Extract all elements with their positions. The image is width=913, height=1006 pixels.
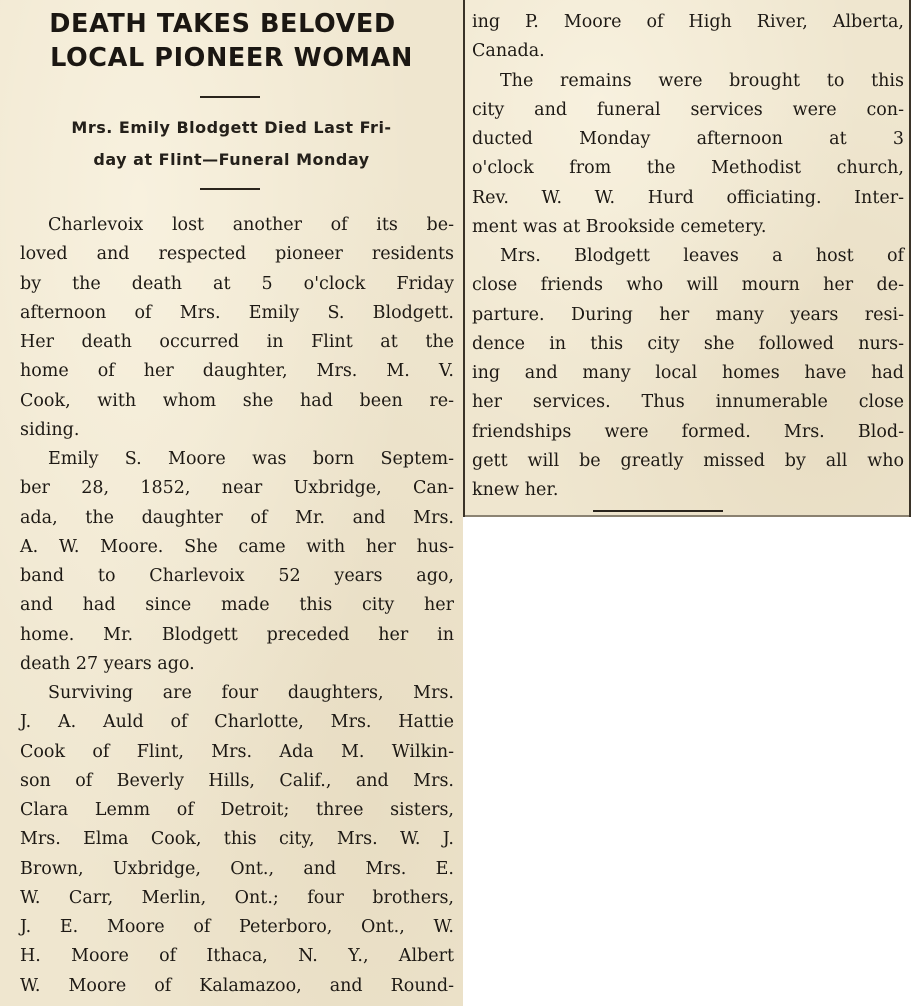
- left-column-line: afternoon of Mrs. Emily S. Blodgett.: [20, 302, 454, 323]
- left-column-line: W. Carr, Merlin, Ont.; four brothers,: [20, 887, 454, 908]
- right-column-line: The remains were brought to this: [500, 70, 904, 91]
- left-column-line: Mrs. Elma Cook, this city, Mrs. W. J.: [20, 829, 454, 850]
- left-column-line: siding.: [20, 419, 80, 440]
- right-column-line: Mrs. Blodgett leaves a host of: [500, 246, 904, 266]
- left-column-line: ada, the daughter of Mr. and Mrs.: [20, 507, 454, 528]
- left-column-line: Her death occurred in Flint at the: [20, 332, 454, 352]
- right-column-line: knew her.: [472, 480, 559, 500]
- left-column-line: Cook of Flint, Mrs. Ada M. Wilkin-: [20, 741, 454, 762]
- left-column-line: Charlevoix lost another of its be-: [48, 215, 454, 235]
- left-column-line: by the death at 5 o'clock Friday: [20, 273, 454, 294]
- right-column-line: friendships were formed. Mrs. Blod-: [472, 421, 904, 442]
- right-column-line: Canada.: [472, 41, 545, 62]
- left-column-line: son of Beverly Hills, Calif., and Mrs.: [20, 770, 454, 791]
- right-column-line: Rev. W. W. Hurd officiating. Inter-: [472, 187, 904, 208]
- left-column-line: Surviving are four daughters, Mrs.: [48, 683, 454, 703]
- right-column-line: dence in this city she followed nurs-: [472, 333, 904, 354]
- headline-line-2: LOCAL PIONEER WOMAN: [50, 43, 413, 73]
- left-column-line: band to Charlevoix 52 years ago,: [20, 566, 454, 586]
- left-column-line: home of her daughter, Mrs. M. V.: [20, 361, 454, 382]
- right-column-line: ment was at Brookside cemetery.: [472, 216, 767, 237]
- left-column-line: death 27 years ago.: [20, 653, 195, 674]
- right-column-line: ing and many local homes have had: [472, 363, 904, 383]
- left-column-line: ber 28, 1852, near Uxbridge, Can-: [20, 478, 454, 499]
- headline-line-1: DEATH TAKES BELOVED: [49, 9, 396, 39]
- subheadline-line-1: Mrs. Emily Blodgett Died Last Fri-: [71, 118, 392, 137]
- left-column-line: Clara Lemm of Detroit; three sisters,: [20, 800, 454, 820]
- left-column-line: J. A. Auld of Charlotte, Mrs. Hattie: [20, 712, 454, 733]
- left-column-line: J. E. Moore of Peterboro, Ont., W.: [20, 917, 454, 937]
- left-column-line: home. Mr. Blodgett preceded her in: [20, 624, 454, 645]
- headline-divider: [200, 96, 260, 98]
- right-column-line: city and funeral services were con-: [472, 99, 904, 120]
- subheadline-divider: [200, 188, 260, 190]
- right-column-line: ducted Monday afternoon at 3: [472, 129, 904, 149]
- right-column-line: gett will be greatly missed by all who: [472, 450, 904, 471]
- left-column-line: and had since made this city her: [20, 595, 454, 616]
- left-column-line: Brown, Uxbridge, Ont., and Mrs. E.: [20, 858, 454, 879]
- left-column-line: Cook, with whom she had been re-: [20, 390, 454, 411]
- left-column-line: Emily S. Moore was born Septem-: [48, 449, 454, 469]
- right-column-line: parture. During her many years resi-: [472, 304, 904, 325]
- left-column-line: loved and respected pioneer residents: [20, 244, 454, 265]
- end-of-article-rule: [593, 510, 723, 512]
- right-column-line: o'clock from the Methodist church,: [472, 158, 904, 179]
- right-column-line: close friends who will mourn her de-: [472, 275, 904, 296]
- left-column-line: H. Moore of Ithaca, N. Y., Albert: [20, 946, 454, 967]
- left-column-line: W. Moore of Kalamazoo, and Round-: [20, 975, 454, 996]
- left-column-line: A. W. Moore. She came with her hus-: [20, 536, 454, 557]
- subheadline-line-2: day at Flint—Funeral Monday: [93, 150, 370, 169]
- right-column-line: ing P. Moore of High River, Alberta,: [472, 12, 904, 32]
- right-column-line: her services. Thus innumerable close: [472, 392, 904, 413]
